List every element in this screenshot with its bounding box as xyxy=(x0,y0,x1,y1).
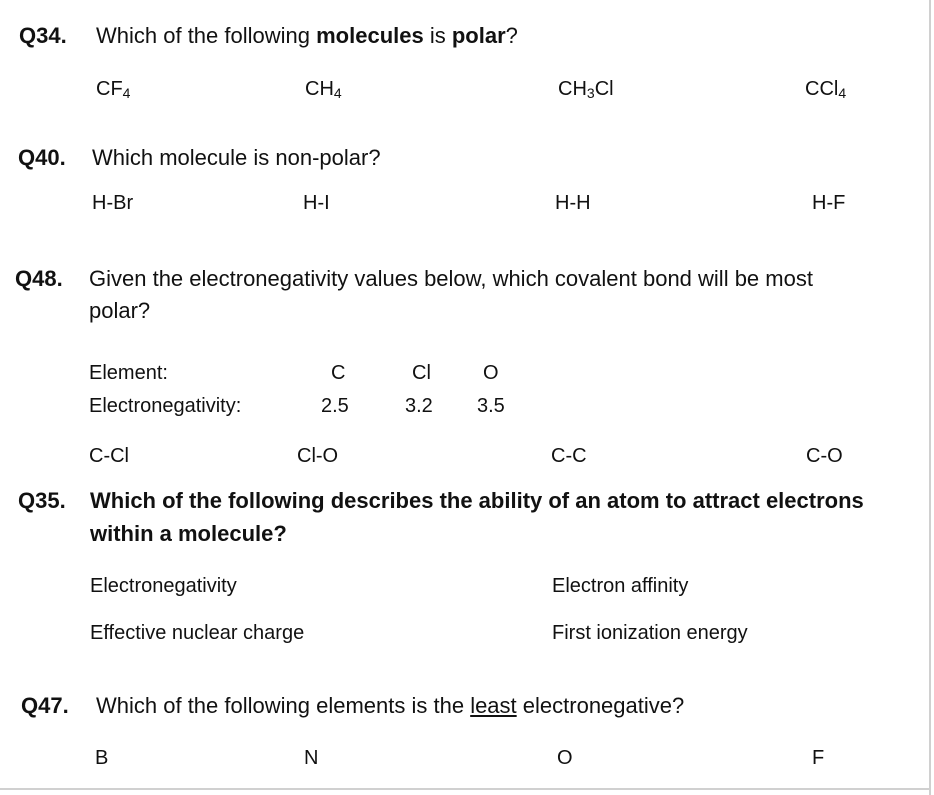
question-text: Which of the following molecules is polar? xyxy=(96,23,518,48)
table-value: 3.2 xyxy=(405,395,433,417)
q35-option-3: Effective nuclear charge xyxy=(90,622,305,644)
question-number: Q40. xyxy=(18,145,66,170)
q47-option-4: F xyxy=(812,747,825,769)
right-border xyxy=(929,0,931,795)
bottom-border xyxy=(0,788,931,790)
q35-option-2: Electron affinity xyxy=(552,575,689,597)
question-text: Which of the following elements is the least electronegative? xyxy=(96,693,685,718)
question-number: Q48. xyxy=(15,266,63,291)
table-element: Cl xyxy=(412,362,431,384)
question-number: Q35. xyxy=(18,488,66,513)
q48-option-3: C-C xyxy=(551,445,587,467)
question-text: Which molecule is non-polar? xyxy=(92,145,381,170)
q35-option-1: Electronegativity xyxy=(90,575,237,597)
q34-option-4: CCl$_4$ xyxy=(805,78,847,101)
q40-option-3: H-H xyxy=(555,192,591,214)
question-number: Q34. xyxy=(19,23,67,48)
q48-option-4: C-O xyxy=(806,445,843,467)
q48-option-2: Cl-O xyxy=(297,445,339,467)
q40-option-2: H-I xyxy=(303,192,330,214)
table-row-label: Element: xyxy=(89,362,168,384)
question-text-line2: polar? xyxy=(89,298,151,323)
q47-option-2: N xyxy=(304,747,319,769)
table-value: 3.5 xyxy=(477,395,505,417)
q35-option-4: First ionization energy xyxy=(552,622,748,644)
table-element: O xyxy=(483,362,499,384)
table-value: 2.5 xyxy=(321,395,349,417)
question-text-line1: Given the electronegativity values below, which covalent bond will be most xyxy=(89,266,813,291)
table-row-label: Electronegativity: xyxy=(89,395,242,417)
table-element: C xyxy=(331,362,346,384)
question-text-line1: Which of the following describes the ability of an atom to attract electrons xyxy=(90,488,864,513)
question-text-line2: within a molecule? xyxy=(90,521,287,546)
q47-option-3: O xyxy=(557,747,573,769)
q34-option-1: $CF_4$ xyxy=(96,78,131,101)
q34-option-3: $CH_3Cl$ xyxy=(558,78,614,101)
question-number: Q47. xyxy=(21,693,69,718)
q40-option-4: H-F xyxy=(812,192,846,214)
q34-option-2: $CH_4$ xyxy=(305,78,342,101)
q40-option-1: H-Br xyxy=(92,192,134,214)
q47-option-1: B xyxy=(95,747,109,769)
q48-option-1: C-Cl xyxy=(89,445,129,467)
